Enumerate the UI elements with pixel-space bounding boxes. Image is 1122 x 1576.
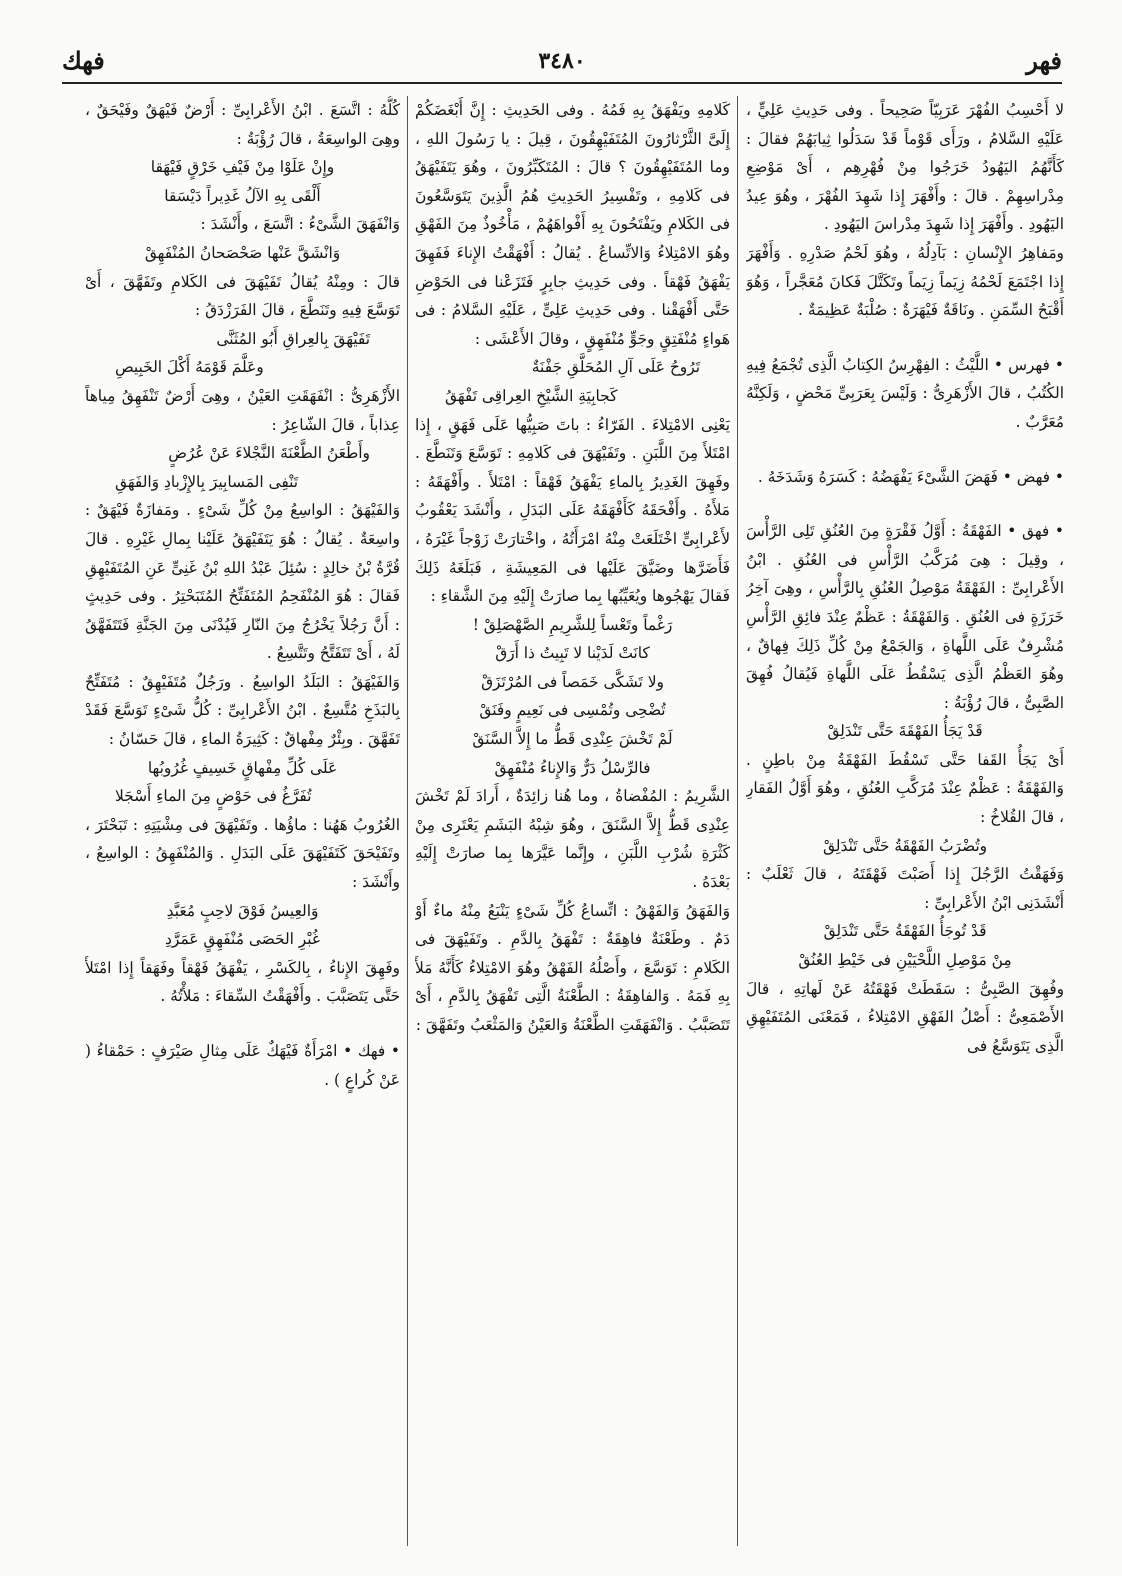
page-header	[62, 46, 1062, 80]
verse-line: وَالعِيسُ فَوْقَ لاحِبٍ مُعَبَّدِ	[166, 901, 319, 920]
page-number: ٣٤٨٠	[538, 48, 586, 74]
verse-line: رَغْماً وتَعْساً لِلشَّرِيمِ الصَّهْصَلِقْ !	[472, 615, 673, 634]
verse-line: تَفَيْهَقَ بِالعِراقِ أَبُو المُثَنَّى	[216, 329, 370, 348]
verse-line: كَجابِيَةِ الشَّيْخِ العِراقِى تَفْهَقُ	[445, 386, 618, 405]
verse-line: تَرُوحُ عَلَى آلِ المُحَلَّقِ جَفْنَةٌ	[531, 358, 700, 377]
verse-line: وَانْشَقَّ عَنْها صَحْصَحانُ المُنْفَهِقْ	[144, 243, 341, 262]
text-paragraph: وَانْفَهَقَ الشَّىْءُ : اتَّسَعَ ، وأَنْشَدَ :	[200, 215, 400, 234]
column-left	[85, 96, 400, 1546]
verse-line: فالرِّسْلُ دَرٌّ وَالإِناءُ مُنْفَهِقْ	[494, 758, 651, 777]
text-paragraph: وَفَهَقْتُ الرَّجُلَ إِذا أَصَبْتَ فَهْقَتَهُ ، قالَ ثَعْلَبٌ : أَنْشَدَنِى ابْنُ الأَعْرابِىِّ :	[746, 865, 1064, 912]
text-paragraph: كُلُّهُ : اتَّسَعَ . ابْنُ الأَعْرابِىِّ : أَرْضٌ فَيْهَقٌ وفَيْحَقٌ ، وهِىَ الواسِعَةُ ، قالَ رُؤْبَةُ :	[85, 101, 400, 148]
text-paragraph: الأَزْهَرِىُّ : انْفَهَقَتِ العَيْنُ ، وهِىَ أَرْضٌ تَنْفَهِقُ مِياهاً عِذاباً ، قالَ الشّاعِرُ :	[85, 386, 400, 434]
verse-line: لَمْ تَخْشَ عِنْدِى قَطُّ ما إِلاَّ السَّنَقْ	[472, 730, 673, 749]
column-right	[746, 96, 1064, 1546]
text-paragraph: • فهك • امْرَأَةٌ فَيْهَكٌ عَلَى مِثالِ صَيْرَفٍ : حَمْقاءُ ( عَنْ كُراعٍ ) .	[85, 1042, 400, 1089]
column-middle	[415, 96, 730, 1546]
verse-line: تُضْحِى وتُمْسِى فى نَعِيمٍ وفَنَقْ	[479, 701, 666, 720]
text-paragraph: • فهرس • اللَّيْثُ : الفِهْرِسُ الكِتابُ الَّذِى تُجْمَعُ فِيهِ الكُتُبُ ، قالَ الأَزْهَرِىُّ : وَلَيْسَ بِعَرَبِىٍّ مَحْضٍ ، وَلَكِنَّهُ مُعَرَّبٌ .	[746, 355, 1064, 431]
verse-line: كانَتْ لَدَيْنا لا تَبِيتُ ذا أَرَقْ	[495, 644, 650, 663]
text-paragraph: الشَّرِيمُ : المُفْضاةُ ، وما هُنا زائِدَةٌ ، أَرادَ لَمْ تَخْشَ عِنْدِى قَطُّ إِلاَّ السَّنَقَ ، وهُوَ شِبْهُ البَشَمِ يَعْتَرِى مِنْ كَثْرَةِ شُرْبِ اللَّبَنِ ، وإِنَّما عَيَّرَها بِما صارَتْ إِلَيْهِ بَعْدَهُ .	[415, 787, 730, 892]
column-divider	[737, 96, 738, 1546]
headword-right: فهر	[1026, 46, 1062, 75]
verse-line: قَدْ تُوجَأُ الفَهْقَةُ حَتَّى تَنْدَلِقْ	[823, 922, 987, 941]
verse-line: قَدْ يَجَأُ الفَهْقَةَ حَتَّى تَنْدَلِقْ	[827, 722, 983, 741]
header-rule	[62, 82, 1062, 84]
verse-line: تَنْفِى المَسابِيرَ بِالإِزْبادِ وَالفَهَقِ	[115, 472, 299, 491]
text-paragraph: قالَ : ومِنْهُ يُقالُ تَفَيْهَقَ فى الكَلامِ وتَفَهَّقَ ، أَىْ تَوَسَّعَ فِيهِ وتَنَطَّعَ ، قالَ الفَرَزْدَقُ :	[85, 272, 400, 320]
text-paragraph: وَالفَهَقُ وَالفَهْقُ : اتِّساعُ كُلِّ شَىْءٍ يَنْبَعُ مِنْهُ ماءٌ أَوْ دَمٌ . وطَعْنَةٌ فاهِقَةٌ : تَفْهَقُ بِالدَّمِ . وتَفَيْهَقَ فى الكَلامِ : تَوَسَّعَ ، وأَصْلُهُ الفَهْقُ وهُوَ الامْتِلاءُ كَأَنَّهُ مَلأَ بِهِ فَمَهُ . وَالفاهِقَةُ : الطَّعْنَةُ الَّتِى تَفْهَقُ بِالدَّمِ ، أَىْ تَتَصَبَّبُ . وَانْفَهَقَتِ الطَّعْنَةُ وَالعَيْنُ وَالمَثْعَبُ وتَفَهَّقَ :	[415, 901, 730, 1034]
text-paragraph: • فهق • الفَهْقَةُ : أَوَّلُ فَقْرَةٍ مِنَ العُنُقِ تَلِى الرَّأْسَ ، وقِيلَ : هِىَ مُرَكَّبُ الرَّأْسِ فى العُنُقِ . ابْنُ الأَعْرابِىِّ : الفَهْقَةُ مَوْصِلُ العُنُقِ بِالرَّأْسِ ، وهِىَ آخِرُ خَرَزَةٍ فى العُنُقِ . وَالفَهْقَةُ : عَظْمٌ عِنْدَ فائِقِ الرَّأْسِ مُشْرِفٌ عَلَى اللَّهاةِ ، وَالجَمْعُ مِنْ كُلِّ ذَلِكَ فِهاقٌ ، وهُوَ العَظْمُ الَّذِى يَسْقُطُ عَلَى اللَّهاةِ فَيُقالُ فُهِقَ الصَّبِىُّ ، قالَ رُؤْبَةُ :	[746, 522, 1064, 712]
text-paragraph: الغُرُوبُ هَهُنا : ماؤُها . وتَفَيْهَقَ فى مِشْيَتِهِ : تَبَحْتَرَ ، وتَفَيْحَقَ كَتَفَيْهَقَ عَلَى البَدَلِ . وَالمُنْفَهِقُ : الواسِعُ ، وأَنْشَدَ :	[85, 815, 400, 892]
verse-line: غُبْرِ الحَصَى مُنْفَهِقٍ عَمَرَّدِ	[165, 930, 320, 949]
text-paragraph: وفُهِقَ الصَّبِىُّ : سَقَطَتْ فَهْقَتُهُ عَنْ لَهاتِهِ ، قالَ الأَصْمَعِىُّ : أَصْلُ الفَهْقِ الامْتِلاءُ ، فَمَعْنَى المُتَفَيْهِقِ الَّذِى يَتَوَسَّعُ فى	[746, 979, 1064, 1055]
verse-line: أَلْقَى بِهِ الآلُ غَدِيراً دَيْسَقا	[164, 186, 321, 205]
verse-line: مِنْ مَوْصِلِ اللَّحْيَيْنِ فى خَيْطِ العُنُقْ	[798, 951, 1012, 970]
text-paragraph: وَالفَيْهَقُ : الواسِعُ مِنْ كُلِّ شَىْءٍ . ومَفازَةٌ فَيْهَقٌ : واسِعَةٌ . يُقالُ : هُوَ يَتَفَيْهَقُ عَلَيْنا بِمالِ غَيْرِهِ . قالَ قُرَّةُ بْنُ خالِدٍ : سُئِلَ عَبْدُ اللهِ بْنُ غَنِىٍّ عَنِ المُتَفَيْهِقِ فَقالَ : هُوَ المُنْفَحِمُ المُتَفَتِّحُ المُتَبَحْتِرُ . وفى حَدِيثٍ : أَنَّ رَجُلاً يَخْرُجُ مِنَ النّارِ فَيُدْنَى مِنَ الجَنَّةِ فَتَتَفَهَّقُ لَهُ ، أَىْ تَتَفَتَّحُ وتَتَّسِعُ .	[85, 501, 400, 663]
text-paragraph: يَعْنِى الامْتِلاءَ . الفَرّاءُ : باتَ صَبِيُّها عَلَى فَهَقٍ ، إِذا امْتَلأَ مِنَ اللَّبَنِ . وتَفَيْهَقَ فى كَلامِهِ : تَوَسَّعَ وَتَنَطَّعَ . وفَهِقَ الغَدِيرُ بِالماءِ يَفْهَقُ فَهْقاً : امْتَلأَ . وأَفْهَقَهُ : مَلأَهُ . وأَفْحَقَهُ كَأَفْهَقَهُ عَلَى البَدَلِ ، وأَنْشَدَ يَعْقُوبُ لأَعْرابِىٍّ اخْتَلَعَتْ مِنْهُ امْرَأَتُهُ ، واخْتارَتْ زَوْجاً غَيْرَهُ ، فَأَضَرَّها وضَيَّقَ عَلَيْها فى المَعِيشَةِ ، فَبَلَغَهُ ذَلِكَ فَقالَ يَهْجُوها ويُعَيِّبُها بِما صارَتْ إِلَيْهِ مِنَ الشَّقاءِ :	[415, 415, 730, 606]
text-paragraph: وفَهِقَ الإِناءُ ، بِالكَسْرِ ، يَفْهَقُ فَهْقاً وفَهَقاً إِذا امْتَلأَ حَتَّى يَتَصَبَّبَ . وأَفْهَقْتُ السِّقاءَ : مَلأْتُهُ .	[85, 958, 400, 1006]
verse-line: وأَطْعَنُ الطَّعْنَةَ النَّجْلاءَ عَنْ عُرُضٍ	[168, 444, 370, 463]
verse-line: تُفَرَّغُ فى حَوْضٍ مِنَ الماءِ أَسْجَلا	[115, 787, 312, 806]
verse-line: ولا تَشَكَّى خَمَصاً فى المُرْتَزَقْ	[481, 672, 664, 691]
verse-line: وتُضْرَبُ الفَهْقَةُ حَتَّى تَنْدَلِقْ	[822, 836, 988, 855]
text-paragraph: وَالفَيْهَقُ : البَلَدُ الواسِعُ . ورَجُلٌ مُتَفَيْهِقٌ : مُتَفَتِّحٌ بِالبَذَخِ مُتَّسِعٌ . ابْنُ الأَعْرابِىِّ : كُلُّ شَىْءٍ تَوَسَّعَ فَقَدْ تَفَهَّقَ . وبِئْرٌ مِفْهاقٌ : كَثِيرَةُ الماءِ ، قالَ حَسّانُ :	[85, 672, 400, 749]
verse-line: وعَلَّمَ قَوْمَهُ أَكْلَ الخَبِيصِ	[115, 358, 264, 377]
text-paragraph: لا أَحْسِبُ الفُهْرَ عَرَبِيّاً صَحِيحاً . وفى حَدِيثِ عَلِيٍّ ، عَلَيْهِ السَّلامُ ، ورَأَى قَوْماً قَدْ سَدَلُوا ثِيابَهُمْ فقالَ : كَأَنَّهُمُ اليَهُودُ خَرَجُوا مِنْ فُهْرِهِم ، أَىْ مَوْضِعِ مِدْراسِهِمْ . قالَ : وأَفْهَرَ إِذا شَهِدَ الفُهْرَ ، وهُوَ عِيدُ اليَهُودِ . وأَفْهَرَ إِذا شَهِدَ مِدْراسَ اليَهُودِ .	[746, 101, 1064, 234]
text-paragraph: أَىْ يَجَأُ القَفا حَتَّى تَسْقُطَ الفَهْقَةُ مِنْ باطِنٍ . وَالفَهْقَةُ : عَظْمٌ عِنْدَ مُرَكَّبِ العُنُقِ ، وهُوَ أَوَّلُ الفَقارِ ، قالَ القُلاخُ :	[746, 750, 1064, 827]
text-paragraph: • فهض • فَهَضَ الشَّىْءَ يَفْهَضُهُ : كَسَرَهُ وَشَدَخَهُ .	[757, 467, 1064, 486]
text-paragraph: ومَفاهِرُ الإِنْسانِ : بَآدِلُهُ ، وهُوَ لَحْمُ صَدْرِهِ . وَأَفْهَرَ إِذا اجْتَمَعَ لَحْمُهُ زِيَماً زِيَماً وتَكَتَّلَ فَكانَ مُعَجَّراً ، وَهُوَ أَقْبَحُ السِّمَنِ . ونَاقَةٌ فَيْهَرَةٌ : صُلْبَةٌ عَظِيمَةٌ .	[746, 243, 1064, 320]
headword-left: فهك	[62, 46, 105, 75]
text-paragraph: كَلامِهِ ويَفْهَقُ بِهِ فَمُهُ . وفى الحَدِيثِ : إِنَّ أَبْغَضَكُمْ إِلَىَّ الثَّرْثارُونَ المُتَفَيْهِقُونَ ، قِيلَ : يا رَسُولَ اللهِ ، وما المُتَفَيْهِقُونَ ؟ قالَ : المُتَكَبِّرُونَ ، وهُوَ يَتَفَيْهَقُ فى كَلامِهِ ، وتَفْسِيرُ الحَدِيثِ هُمُ الَّذِينَ يَتَوَسَّعُونَ فى الكَلامِ ويَفْتَحُونَ بِهِ أَفْواهَهُمْ ، مَأْخُوذٌ مِنَ الفَهْقِ وهُوَ الامْتِلاءُ وَالاتِّساعُ . يُقالُ : أَفْهَقْتُ الإِناءَ فَفَهِقَ يَفْهَقُ فَهْقاً . وفى حَدِيثِ جابِرٍ فَتَزَعْنا فى الحَوْضِ حَتَّى أَفْهَقْنا . وفى حَدِيثِ عَلِىٍّ ، عَلَيْهِ السَّلامُ : فى هَواءٍ مُنْفَتِقٍ وجَوٍّ مُنْفَهِقٍ ، وقالَ الأَعْشَى :	[415, 101, 730, 348]
verse-line: وإِنْ عَلَوْا مِنْ فَيْفِ خَرْقٍ فَيْهَقا	[150, 158, 335, 177]
verse-line: عَلَى كُلِّ مِفْهاقٍ خَسِيفٍ غُرُوبُها	[147, 758, 338, 777]
column-divider	[407, 96, 408, 1546]
